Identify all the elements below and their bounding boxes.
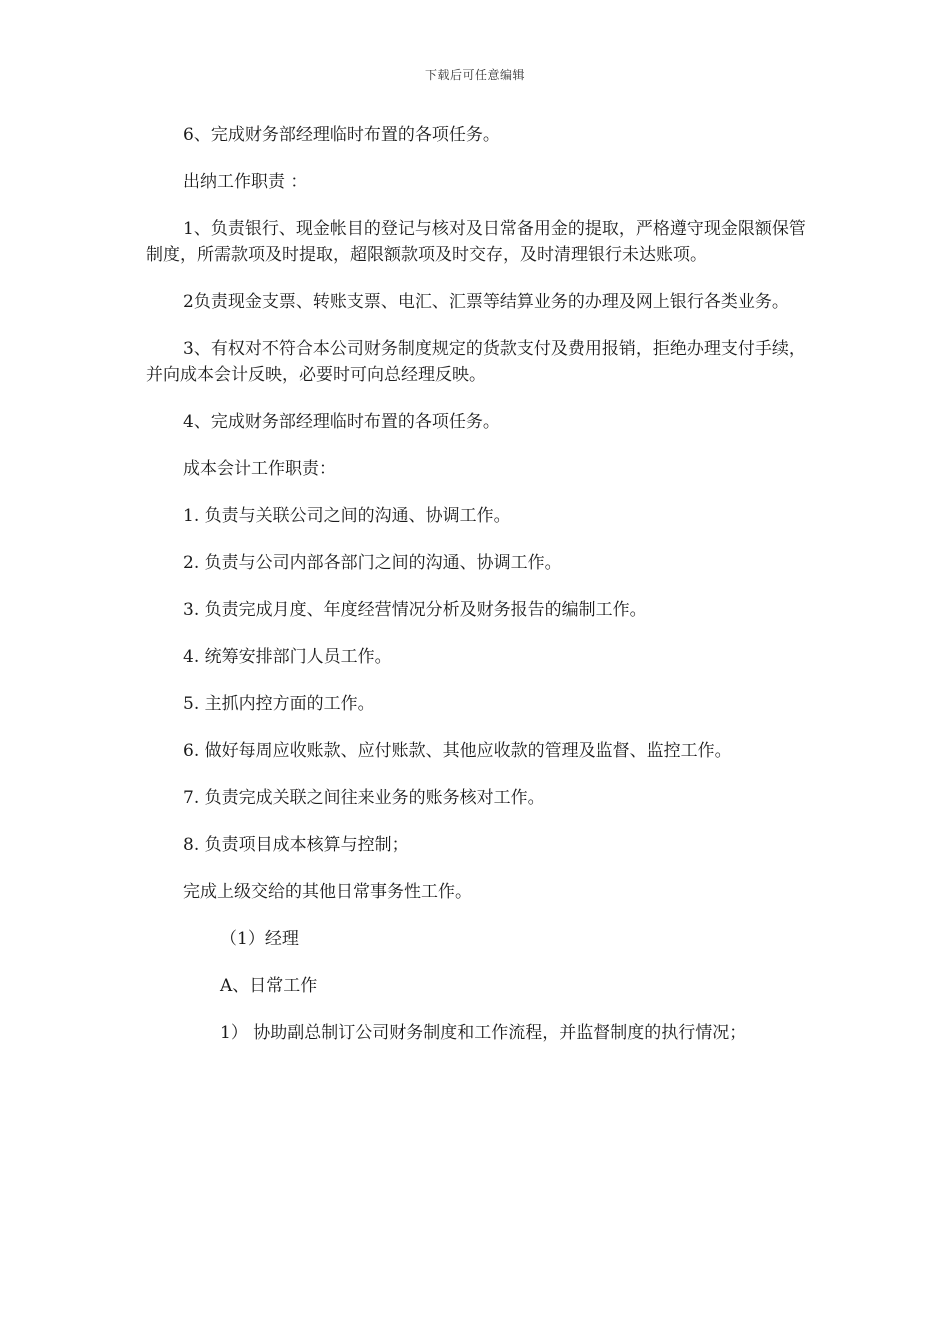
heading-cost-accounting-duties: 成本会计工作职责： [183,459,336,479]
list-item-daily-1: 1） 协助副总制订公司财务制度和工作流程，并监督制度的执行情况； [220,1023,747,1043]
paragraph-cashier-1: 1、负责银行、现金帐目的登记与核对及日常备用金的提取，严格遵守现金限额保管制度，所需款项及时提取，超限额款项及时交存，及时清理银行未达账项。 [146,219,806,265]
list-item-cost-1: 1. 负责与关联公司之间的沟通、协调工作。 [183,506,511,526]
paragraph-cashier-3: 3、有权对不符合本公司财务制度规定的货款支付及费用报销，拒绝办理支付手续，并向成本会计反映，必要时可向总经理反映。 [146,339,806,385]
heading-manager: （1）经理 [220,929,299,949]
paragraph-cashier-4: 4、完成财务部经理临时布置的各项任务。 [183,412,500,432]
heading-daily-work: A、日常工作 [220,976,318,996]
paragraph-other-tasks: 完成上级交给的其他日常事务性工作。 [183,882,472,902]
list-item-cost-4: 4. 统筹安排部门人员工作。 [183,647,392,667]
paragraph-task-6: 6、完成财务部经理临时布置的各项任务。 [183,125,500,145]
list-item-cost-2: 2. 负责与公司内部各部门之间的沟通、协调工作。 [183,553,562,573]
list-item-cost-7: 7. 负责完成关联之间往来业务的账务核对工作。 [183,788,545,808]
document-body [146,122,810,1067]
page-header: 下载后可任意编辑 [424,68,525,82]
list-item-cost-6: 6. 做好每周应收账款、应付账款、其他应收款的管理及监督、监控工作。 [183,741,732,761]
list-item-cost-5: 5. 主抓内控方面的工作。 [183,694,375,714]
list-item-cost-8: 8. 负责项目成本核算与控制； [183,835,409,855]
list-item-cost-3: 3. 负责完成月度、年度经营情况分析及财务报告的编制工作。 [183,600,647,620]
paragraph-cashier-2: 2负责现金支票、转账支票、电汇、汇票等结算业务的办理及网上银行各类业务。 [183,292,789,312]
heading-cashier-duties: 出纳工作职责 ： [183,172,308,192]
